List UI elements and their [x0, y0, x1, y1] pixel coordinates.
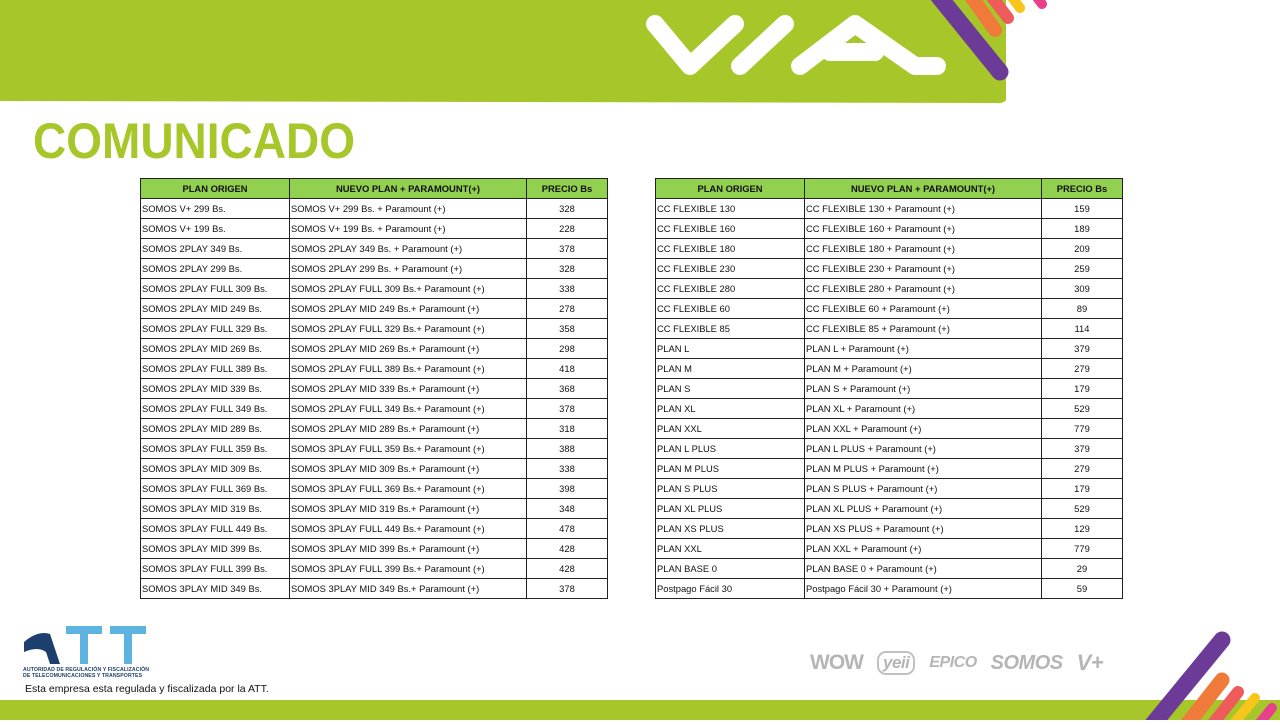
- table-row: [656, 439, 1123, 459]
- cell-plan-origen: SOMOS 3PLAY FULL 359 Bs.: [141, 439, 290, 459]
- page-title: COMUNICADO: [33, 113, 355, 169]
- cell-plan-origen: CC FLEXIBLE 85: [656, 319, 805, 339]
- cell-plan-origen: SOMOS V+ 199 Bs.: [141, 219, 290, 239]
- cell-nuevo-plan: PLAN S + Paramount (+): [805, 379, 1042, 399]
- cell-plan-origen: PLAN S PLUS: [656, 479, 805, 499]
- table-row: [141, 479, 608, 499]
- column-header-nuevo-plan: NUEVO PLAN + PARAMOUNT(+): [290, 179, 527, 199]
- cell-precio: 179: [1042, 379, 1123, 399]
- cell-precio: 259: [1042, 259, 1123, 279]
- regulation-note: Esta empresa esta regulada y fiscalizada por la ATT.: [25, 683, 269, 695]
- cell-plan-origen: SOMOS 3PLAY FULL 369 Bs.: [141, 479, 290, 499]
- brand-wow-logo: WOW: [810, 651, 863, 674]
- cell-plan-origen: SOMOS 2PLAY MID 339 Bs.: [141, 379, 290, 399]
- cell-nuevo-plan: Postpago Fácil 30 + Paramount (+): [805, 579, 1042, 599]
- cell-nuevo-plan: CC FLEXIBLE 130 + Paramount (+): [805, 199, 1042, 219]
- table-row: [656, 319, 1123, 339]
- cell-nuevo-plan: SOMOS 3PLAY MID 309 Bs.+ Paramount (+): [290, 459, 527, 479]
- table-body-right: [656, 199, 1123, 599]
- header-graphic: [0, 0, 1280, 104]
- cell-plan-origen: SOMOS V+ 299 Bs.: [141, 199, 290, 219]
- cell-nuevo-plan: CC FLEXIBLE 230 + Paramount (+): [805, 259, 1042, 279]
- column-header-precio: PRECIO Bs: [527, 179, 608, 199]
- table-row: [656, 359, 1123, 379]
- cell-plan-origen: CC FLEXIBLE 230: [656, 259, 805, 279]
- table-row: [141, 319, 608, 339]
- cell-plan-origen: CC FLEXIBLE 180: [656, 239, 805, 259]
- cell-plan-origen: CC FLEXIBLE 160: [656, 219, 805, 239]
- cell-plan-origen: SOMOS 2PLAY MID 289 Bs.: [141, 419, 290, 439]
- cell-precio: 338: [527, 279, 608, 299]
- table-row: [141, 459, 608, 479]
- cell-precio: 309: [1042, 279, 1123, 299]
- cell-plan-origen: SOMOS 2PLAY 299 Bs.: [141, 259, 290, 279]
- cell-precio: 328: [527, 259, 608, 279]
- cell-precio: 418: [527, 359, 608, 379]
- cell-nuevo-plan: PLAN M + Paramount (+): [805, 359, 1042, 379]
- cell-plan-origen: SOMOS 3PLAY MID 349 Bs.: [141, 579, 290, 599]
- table-row: [656, 279, 1123, 299]
- cell-precio: 388: [527, 439, 608, 459]
- table-row: [656, 559, 1123, 579]
- cell-plan-origen: SOMOS 2PLAY MID 249 Bs.: [141, 299, 290, 319]
- cell-plan-origen: SOMOS 2PLAY FULL 329 Bs.: [141, 319, 290, 339]
- cell-nuevo-plan: SOMOS 2PLAY MID 339 Bs.+ Paramount (+): [290, 379, 527, 399]
- table-row: [656, 379, 1123, 399]
- cell-nuevo-plan: SOMOS 3PLAY FULL 369 Bs.+ Paramount (+): [290, 479, 527, 499]
- table-row: [141, 379, 608, 399]
- cell-precio: 159: [1042, 199, 1123, 219]
- table-body-left: [141, 199, 608, 599]
- cell-plan-origen: PLAN L PLUS: [656, 439, 805, 459]
- table-row: [141, 419, 608, 439]
- table-row: [656, 419, 1123, 439]
- cell-nuevo-plan: PLAN XXL + Paramount (+): [805, 419, 1042, 439]
- cell-nuevo-plan: CC FLEXIBLE 85 + Paramount (+): [805, 319, 1042, 339]
- cell-nuevo-plan: CC FLEXIBLE 60 + Paramount (+): [805, 299, 1042, 319]
- cell-precio: 89: [1042, 299, 1123, 319]
- cell-precio: 298: [527, 339, 608, 359]
- cell-precio: 29: [1042, 559, 1123, 579]
- column-header-plan-origen: PLAN ORIGEN: [656, 179, 805, 199]
- cell-precio: 228: [527, 219, 608, 239]
- cell-precio: 379: [1042, 339, 1123, 359]
- table-row: [656, 259, 1123, 279]
- cell-plan-origen: PLAN M: [656, 359, 805, 379]
- cell-nuevo-plan: SOMOS 3PLAY FULL 399 Bs.+ Paramount (+): [290, 559, 527, 579]
- cell-nuevo-plan: PLAN XL + Paramount (+): [805, 399, 1042, 419]
- cell-nuevo-plan: SOMOS 2PLAY FULL 329 Bs.+ Paramount (+): [290, 319, 527, 339]
- cell-precio: 358: [527, 319, 608, 339]
- cell-nuevo-plan: SOMOS 3PLAY FULL 359 Bs.+ Paramount (+): [290, 439, 527, 459]
- cell-precio: 279: [1042, 359, 1123, 379]
- table-row: [141, 339, 608, 359]
- cell-nuevo-plan: SOMOS V+ 199 Bs. + Paramount (+): [290, 219, 527, 239]
- table-row: [141, 579, 608, 599]
- cell-precio: 478: [527, 519, 608, 539]
- cell-nuevo-plan: SOMOS 3PLAY FULL 449 Bs.+ Paramount (+): [290, 519, 527, 539]
- cell-plan-origen: CC FLEXIBLE 130: [656, 199, 805, 219]
- att-subtitle-line1: AUTORIDAD DE REGULACIÓN Y FISCALIZACIÓN: [23, 667, 150, 673]
- brand-epico-logo: EPICO: [929, 654, 977, 671]
- cell-nuevo-plan: SOMOS 3PLAY MID 319 Bs.+ Paramount (+): [290, 499, 527, 519]
- brand-vplus-logo: V+: [1076, 650, 1104, 675]
- cell-plan-origen: SOMOS 2PLAY FULL 309 Bs.: [141, 279, 290, 299]
- cell-precio: 328: [527, 199, 608, 219]
- table-row: [656, 579, 1123, 599]
- cell-nuevo-plan: CC FLEXIBLE 160 + Paramount (+): [805, 219, 1042, 239]
- cell-plan-origen: SOMOS 3PLAY MID 309 Bs.: [141, 459, 290, 479]
- cell-precio: 779: [1042, 539, 1123, 559]
- cell-nuevo-plan: SOMOS 2PLAY MID 269 Bs.+ Paramount (+): [290, 339, 527, 359]
- cell-precio: 378: [527, 579, 608, 599]
- table-row: [656, 519, 1123, 539]
- cell-precio: 129: [1042, 519, 1123, 539]
- cell-plan-origen: Postpago Fácil 30: [656, 579, 805, 599]
- cell-plan-origen: SOMOS 2PLAY FULL 389 Bs.: [141, 359, 290, 379]
- plans-table-left: [140, 178, 608, 599]
- table-row: [141, 539, 608, 559]
- cell-nuevo-plan: SOMOS 2PLAY 299 Bs. + Paramount (+): [290, 259, 527, 279]
- header-band: [0, 0, 1280, 104]
- cell-plan-origen: PLAN BASE 0: [656, 559, 805, 579]
- table-row: [656, 219, 1123, 239]
- table-row: [656, 499, 1123, 519]
- cell-plan-origen: SOMOS 3PLAY FULL 449 Bs.: [141, 519, 290, 539]
- column-header-precio: PRECIO Bs: [1042, 179, 1123, 199]
- cell-precio: 779: [1042, 419, 1123, 439]
- att-subtitle-line2: DE TELECOMUNICACIONES Y TRANSPORTES: [23, 673, 143, 679]
- brand-logos: [810, 646, 1103, 680]
- table-row: [141, 359, 608, 379]
- att-logo-graphic: [22, 624, 172, 668]
- cell-plan-origen: PLAN S: [656, 379, 805, 399]
- cell-nuevo-plan: SOMOS 2PLAY 349 Bs. + Paramount (+): [290, 239, 527, 259]
- table-row: [656, 339, 1123, 359]
- cell-precio: 278: [527, 299, 608, 319]
- att-subtitle: [23, 667, 173, 679]
- table-row: [141, 259, 608, 279]
- cell-precio: 428: [527, 539, 608, 559]
- cell-plan-origen: PLAN XL: [656, 399, 805, 419]
- cell-precio: 59: [1042, 579, 1123, 599]
- plans-table-right: [655, 178, 1123, 599]
- column-header-nuevo-plan: NUEVO PLAN + PARAMOUNT(+): [805, 179, 1042, 199]
- table-row: [656, 199, 1123, 219]
- cell-plan-origen: PLAN XXL: [656, 539, 805, 559]
- cell-precio: 379: [1042, 439, 1123, 459]
- cell-nuevo-plan: PLAN L PLUS + Paramount (+): [805, 439, 1042, 459]
- cell-plan-origen: CC FLEXIBLE 280: [656, 279, 805, 299]
- cell-nuevo-plan: PLAN XXL + Paramount (+): [805, 539, 1042, 559]
- table-row: [656, 479, 1123, 499]
- cell-precio: 338: [527, 459, 608, 479]
- table-row: [656, 239, 1123, 259]
- cell-precio: 378: [527, 399, 608, 419]
- cell-nuevo-plan: SOMOS V+ 299 Bs. + Paramount (+): [290, 199, 527, 219]
- cell-precio: 279: [1042, 459, 1123, 479]
- brand-yeii-logo: yeii: [877, 651, 915, 675]
- cell-plan-origen: PLAN XL PLUS: [656, 499, 805, 519]
- cell-plan-origen: PLAN XXL: [656, 419, 805, 439]
- table-row: [656, 299, 1123, 319]
- table-row: [656, 459, 1123, 479]
- cell-precio: 114: [1042, 319, 1123, 339]
- cell-nuevo-plan: SOMOS 2PLAY MID 249 Bs.+ Paramount (+): [290, 299, 527, 319]
- att-logo: [22, 624, 172, 673]
- cell-nuevo-plan: PLAN XL PLUS + Paramount (+): [805, 499, 1042, 519]
- table-row: [141, 559, 608, 579]
- cell-nuevo-plan: PLAN XS PLUS + Paramount (+): [805, 519, 1042, 539]
- cell-precio: 318: [527, 419, 608, 439]
- cell-precio: 189: [1042, 219, 1123, 239]
- cell-precio: 529: [1042, 399, 1123, 419]
- cell-plan-origen: SOMOS 3PLAY FULL 399 Bs.: [141, 559, 290, 579]
- cell-precio: 209: [1042, 239, 1123, 259]
- table-row: [141, 219, 608, 239]
- cell-precio: 348: [527, 499, 608, 519]
- column-header-plan-origen: PLAN ORIGEN: [141, 179, 290, 199]
- cell-plan-origen: SOMOS 2PLAY FULL 349 Bs.: [141, 399, 290, 419]
- cell-precio: 179: [1042, 479, 1123, 499]
- cell-precio: 529: [1042, 499, 1123, 519]
- table-header-row: [141, 179, 608, 199]
- cell-plan-origen: SOMOS 2PLAY 349 Bs.: [141, 239, 290, 259]
- table-row: [141, 399, 608, 419]
- cell-precio: 398: [527, 479, 608, 499]
- cell-plan-origen: PLAN L: [656, 339, 805, 359]
- table-header-row: [656, 179, 1123, 199]
- cell-plan-origen: PLAN XS PLUS: [656, 519, 805, 539]
- cell-precio: 428: [527, 559, 608, 579]
- cell-nuevo-plan: SOMOS 3PLAY MID 399 Bs.+ Paramount (+): [290, 539, 527, 559]
- cell-nuevo-plan: SOMOS 3PLAY MID 349 Bs.+ Paramount (+): [290, 579, 527, 599]
- table-row: [141, 519, 608, 539]
- table-row: [656, 539, 1123, 559]
- table-row: [141, 239, 608, 259]
- cell-nuevo-plan: SOMOS 2PLAY FULL 349 Bs.+ Paramount (+): [290, 399, 527, 419]
- cell-precio: 368: [527, 379, 608, 399]
- cell-nuevo-plan: PLAN M PLUS + Paramount (+): [805, 459, 1042, 479]
- cell-nuevo-plan: PLAN L + Paramount (+): [805, 339, 1042, 359]
- table-row: [656, 399, 1123, 419]
- cell-plan-origen: SOMOS 2PLAY MID 269 Bs.: [141, 339, 290, 359]
- cell-nuevo-plan: CC FLEXIBLE 280 + Paramount (+): [805, 279, 1042, 299]
- cell-nuevo-plan: SOMOS 2PLAY FULL 389 Bs.+ Paramount (+): [290, 359, 527, 379]
- cell-nuevo-plan: PLAN S PLUS + Paramount (+): [805, 479, 1042, 499]
- cell-plan-origen: SOMOS 3PLAY MID 319 Bs.: [141, 499, 290, 519]
- cell-plan-origen: PLAN M PLUS: [656, 459, 805, 479]
- brand-somos-logo: SOMOS: [990, 651, 1063, 674]
- table-row: [141, 499, 608, 519]
- cell-nuevo-plan: SOMOS 2PLAY FULL 309 Bs.+ Paramount (+): [290, 279, 527, 299]
- table-row: [141, 299, 608, 319]
- cell-plan-origen: SOMOS 3PLAY MID 399 Bs.: [141, 539, 290, 559]
- table-row: [141, 439, 608, 459]
- cell-precio: 378: [527, 239, 608, 259]
- cell-nuevo-plan: SOMOS 2PLAY MID 289 Bs.+ Paramount (+): [290, 419, 527, 439]
- table-row: [141, 279, 608, 299]
- cell-plan-origen: CC FLEXIBLE 60: [656, 299, 805, 319]
- cell-nuevo-plan: CC FLEXIBLE 180 + Paramount (+): [805, 239, 1042, 259]
- table-row: [141, 199, 608, 219]
- cell-nuevo-plan: PLAN BASE 0 + Paramount (+): [805, 559, 1042, 579]
